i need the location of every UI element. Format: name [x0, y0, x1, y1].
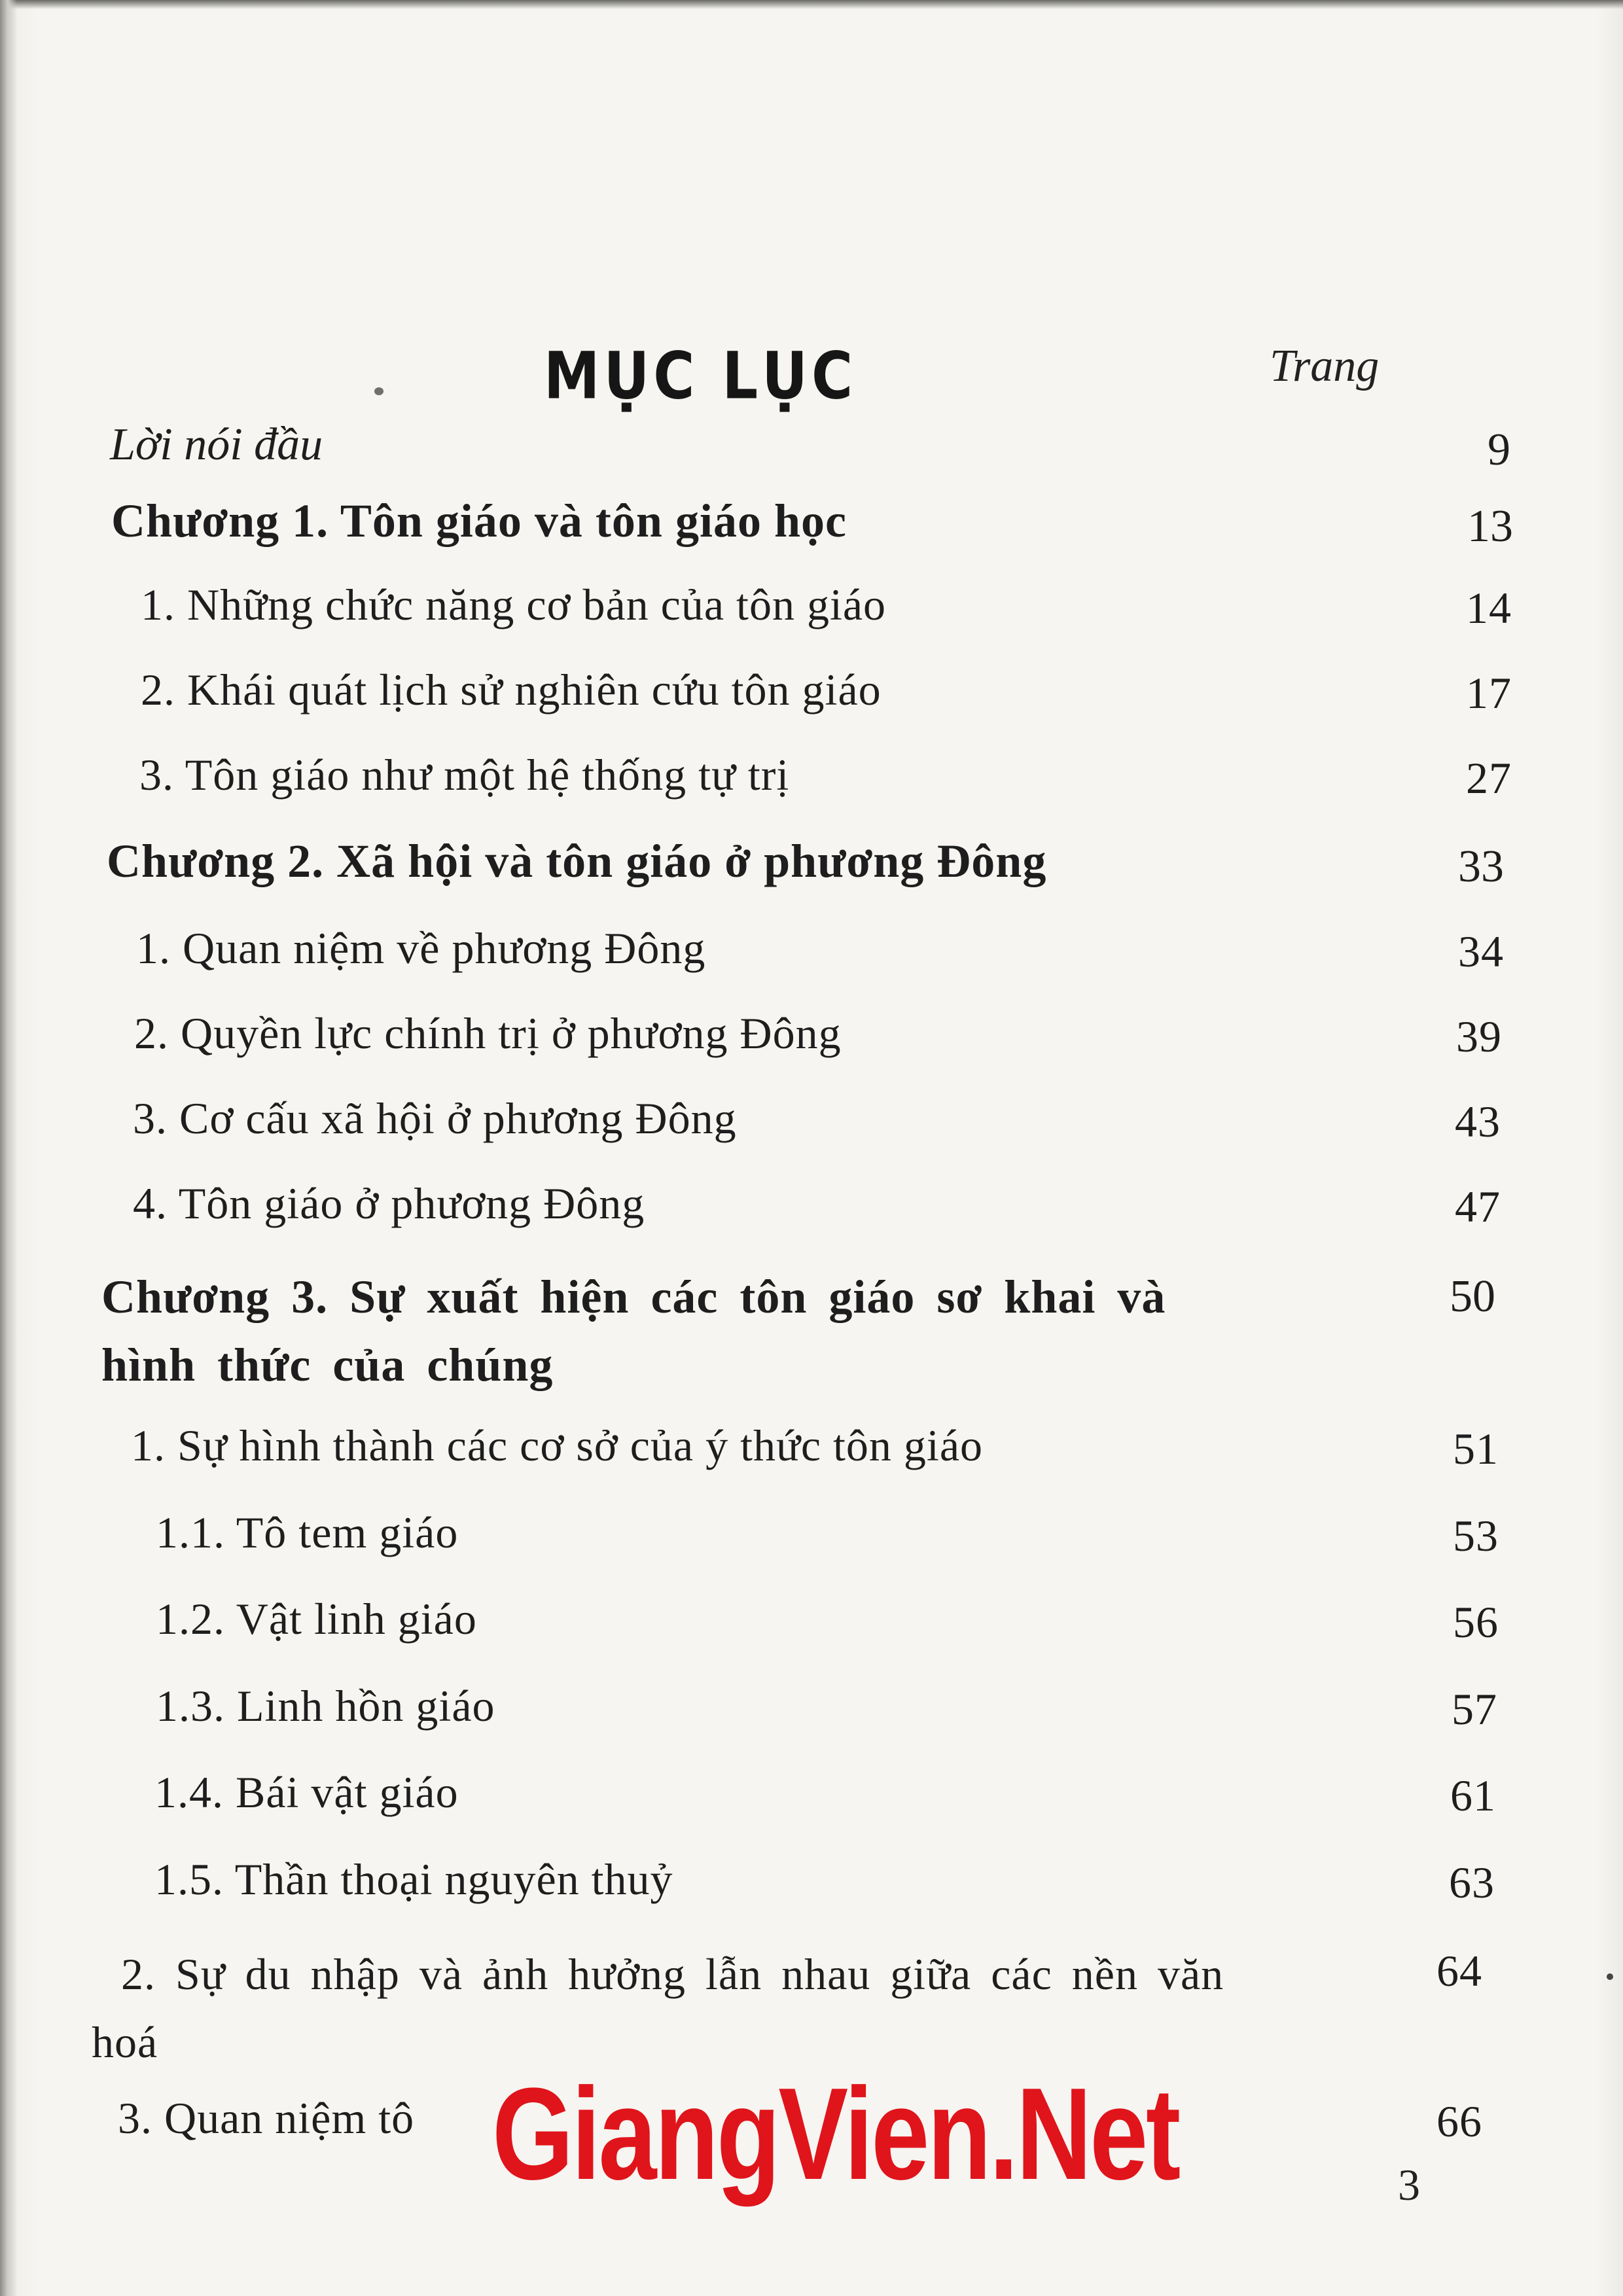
toc-entry-text: 3. Tôn giáo như một hệ thống tự trị — [139, 750, 790, 800]
toc-entry-page: 43 — [1455, 1097, 1501, 1146]
toc-entry-page: 34 — [1458, 927, 1504, 976]
toc-entry-text: Chương 3. Sự xuất hiện các tôn giáo sơ khai và hình thức của chúng — [101, 1271, 1166, 1391]
toc-entry-text: 1.5. Thần thoại nguyên thuỷ — [154, 1854, 673, 1904]
toc-entry-text: 4. Tôn giáo ở phương Đông — [133, 1178, 645, 1228]
toc-entry-text: 1. Quan niệm về phương Đông — [136, 923, 706, 973]
toc-entry-text: 3. Cơ cấu xã hội ở phương Đông — [133, 1093, 737, 1143]
toc-entry-page: 47 — [1455, 1182, 1501, 1231]
toc-entry-text: 1. Những chức năng cơ bản của tôn giáo — [141, 580, 887, 629]
toc-entry-text: 1.4. Bái vật giáo — [154, 1767, 459, 1817]
toc-entry-text: 3. Quan niệm tô — [118, 2093, 415, 2143]
toc-entry-text: Chương 1. Tôn giáo và tôn giáo học — [111, 495, 847, 547]
page-column-label: Trang — [1270, 341, 1380, 391]
scan-top-shadow — [0, 0, 1623, 9]
toc-entry-page: 17 — [1466, 668, 1512, 718]
toc-entry-page: 63 — [1449, 1858, 1495, 1907]
toc-entry-page: 14 — [1466, 583, 1512, 633]
toc-entry-page: 9 — [1488, 425, 1510, 475]
toc-entry-text: Lời nói đầu — [110, 419, 323, 470]
toc-entry-page: 61 — [1450, 1771, 1496, 1820]
toc-entry-page: 13 — [1467, 501, 1513, 552]
toc-entry-page: 57 — [1452, 1684, 1497, 1734]
page-number: 3 — [1398, 2160, 1420, 2210]
toc-entry-page: 51 — [1453, 1424, 1499, 1474]
toc-entry-page: 53 — [1453, 1511, 1499, 1561]
toc-entry-page: 66 — [1436, 2096, 1482, 2146]
toc-entry-text: 1. Sự hình thành các cơ sở của ý thức tôn giáo — [131, 1421, 984, 1470]
toc-entry-text: 1.1. Tô tem giáo — [156, 1508, 459, 1557]
toc-entry-page: 33 — [1458, 841, 1504, 892]
watermark-logo: GiangVien.Net — [492, 2061, 1179, 2207]
toc-entry-text: 1.3. Linh hồn giáo — [156, 1681, 495, 1731]
toc-heading: MỤC LỤC — [543, 338, 857, 414]
toc-entry-page: 27 — [1466, 753, 1512, 803]
ink-speck — [1607, 1973, 1613, 1980]
toc-entry-page: 64 — [1436, 1946, 1482, 1996]
toc-entry-page: 39 — [1456, 1012, 1502, 1061]
toc-entry-text: 2. Quyền lực chính trị ở phương Đông — [134, 1008, 842, 1058]
toc-entry-text: Chương 2. Xã hội và tôn giáo ở phương Đông — [107, 835, 1047, 887]
toc-entry-page: 56 — [1453, 1597, 1499, 1647]
toc-entry-text: 2. Sự du nhập và ảnh hưởng lẫn nhau giữa các nền văn hoá — [92, 1949, 1224, 2067]
toc-entry-text: 2. Khái quát lịch sử nghiên cứu tôn giáo — [141, 665, 882, 715]
toc-entry-page: 50 — [1450, 1271, 1495, 1322]
toc-entry-text: 1.2. Vật linh giáo — [156, 1594, 477, 1644]
